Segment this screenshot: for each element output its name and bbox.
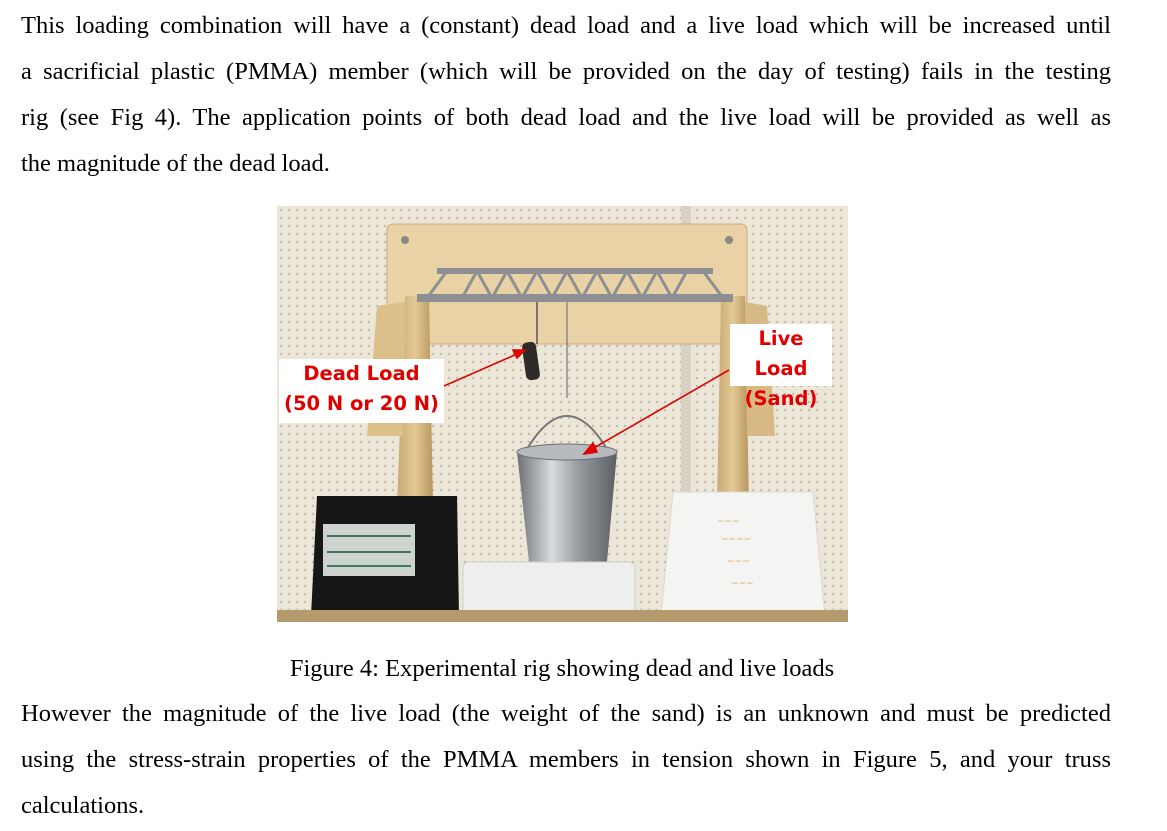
paragraph-line: using the stress-strain properties of the PMMA members in tension shown in Figure 5, and your truss — [21, 746, 1111, 773]
svg-text:~~~: ~~~ — [731, 579, 754, 589]
svg-text:~~~: ~~~ — [717, 517, 740, 527]
intro-paragraph — [21, 3, 1111, 187]
dead-load-label-line: Dead Load — [303, 362, 420, 385]
dead-load-label — [279, 359, 444, 423]
svg-text:~~~~: ~~~~ — [721, 535, 752, 545]
paragraph-line: a sacrificial plastic (PMMA) member (which will be provided on the day of testing) fails in the testing — [21, 58, 1111, 85]
paragraph-line: the magnitude of the dead load. — [21, 150, 330, 177]
figure-caption: Figure 4: Experimental rig showing dead and live loads — [289, 655, 835, 682]
paragraph-line: However the magnitude of the live load (the weight of the sand) is an unknown and must be predicted — [21, 700, 1111, 727]
dead-load-label-line: (50 N or 20 N) — [284, 392, 439, 415]
followup-paragraph — [21, 691, 1111, 829]
live-load-label-line: (Sand) — [744, 387, 818, 410]
paragraph-line: rig (see Fig 4). The application points of both dead load and the live load will be provided as well as — [21, 104, 1111, 131]
paragraph-line: calculations. — [21, 792, 145, 819]
svg-text:~~~: ~~~ — [727, 557, 750, 567]
live-load-label-line: Live Load — [754, 327, 808, 380]
live-load-label — [730, 324, 832, 410]
paragraph-line: This loading combination will have a (constant) dead load and a live load which will be increased until — [21, 12, 1111, 39]
